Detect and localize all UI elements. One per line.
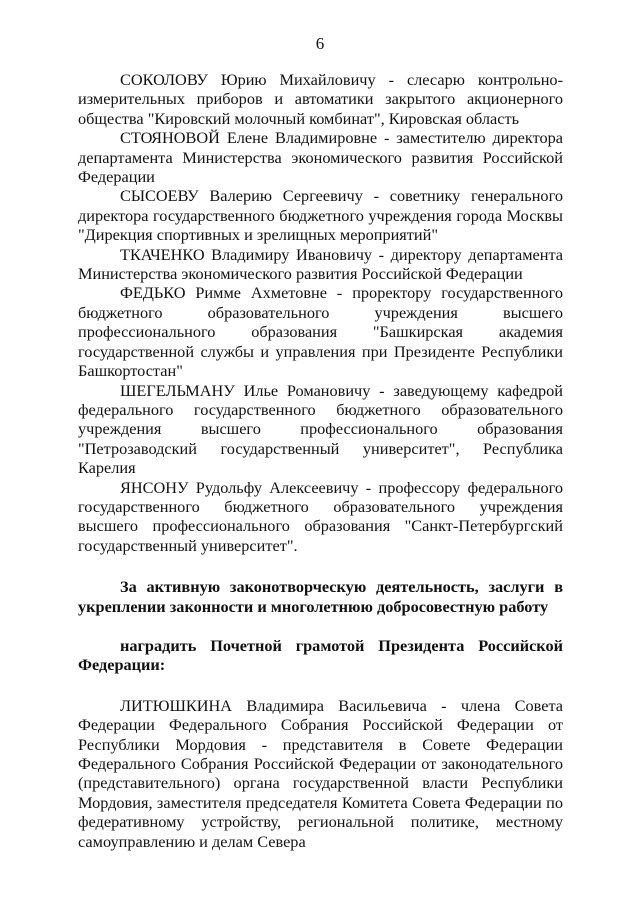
- award-entry-sokolov: СОКОЛОВУ Юрию Михайловичу - слесарю контрольно-измерительных приборов и автоматики закрытого акционерного общества "Кировский молочный комбинат", Кировская область: [78, 70, 563, 128]
- decree-reason: За активную законотворческую деятельность, заслуги в укреплении законности и многолетнюю добросовестную работу: [78, 577, 563, 616]
- document-body: [78, 70, 563, 851]
- award-entry-fedko: ФЕДЬКО Римме Ахметовне - проректору государственного бюджетного образовательного учреждения высшего профессионального образования "Башкирская академия государственной службы и управления при Президенте Республики Башкортостан": [78, 283, 563, 381]
- award-entry-sysoev: СЫСОЕВУ Валерию Сергеевичу - советнику генерального директора государственного бюджетного учреждения города Москвы "Дирекция спортивных и зрелищных мероприятий": [78, 186, 563, 245]
- decree-award: наградить Почетной грамотой Президента Российской Федерации:: [78, 635, 563, 675]
- spacer: [78, 555, 563, 577]
- award-entry-shegelman: ШЕГЕЛЬМАНУ Илье Романовичу - заведующему кафедрой федерального государственного бюджетного образовательного учреждения высшего профессионального образования "Петрозаводский государственный университет", Республика Карелия: [78, 380, 563, 478]
- spacer: [78, 675, 563, 696]
- award-entry-tkachenko: ТКАЧЕНКО Владимиру Ивановичу - директору департамента Министерства экономического развития Российской Федерации: [78, 244, 563, 284]
- page-number: 6: [315, 34, 325, 53]
- spacer: [78, 616, 563, 636]
- award-entry-stoyanova: СТОЯНОВОЙ Елене Владимировне - заместителю директора департамента Министерства экономического развития Российской Федерации: [78, 128, 563, 187]
- award-entry-lityushkin: ЛИТЮШКИНА Владимира Васильевича - члена Совета Федерации Федерального Собрания Российской Федерации от Республики Мордовия - представителя в Совете Федерации Федерального Собрания Российской Федерации от законодательного (представительного) органа государственной власти Республики Мордовия, заместителя председателя Комитета Совета Федерации по федеративному устройству, региональной политике, местному самоуправлению и делам Севера: [78, 695, 563, 851]
- award-entry-yanson: ЯНСОНУ Рудольфу Алексеевичу - профессору федерального государственного бюджетного образовательного учреждения высшего профессионального образования "Санкт-Петербургский государственный университет".: [78, 477, 563, 555]
